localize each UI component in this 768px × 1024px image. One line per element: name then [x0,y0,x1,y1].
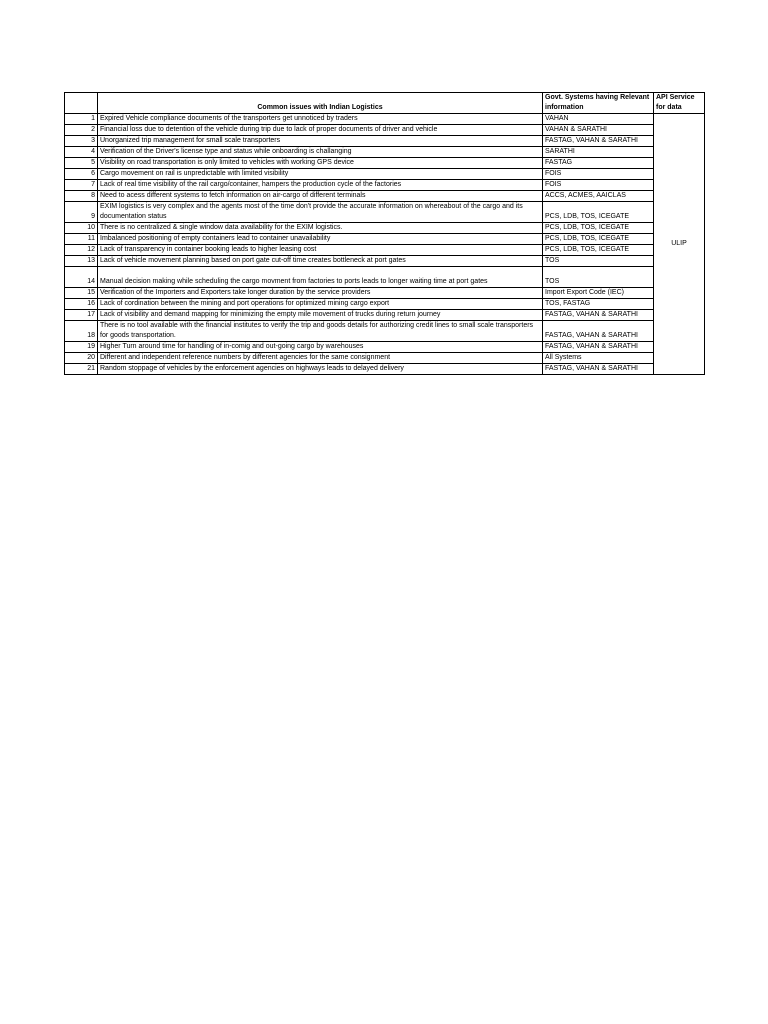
table-row [65,321,705,342]
systems-cell: FOIS [543,169,654,180]
table-row [65,299,705,310]
row-number: 16 [65,299,98,310]
row-number: 17 [65,310,98,321]
table-row [65,310,705,321]
systems-cell: FASTAG, VAHAN & SARATHI [543,364,654,375]
issue-cell: Higher Turn around time for handling of in-comig and out-going cargo by warehouses [98,342,543,353]
row-number: 18 [65,321,98,342]
issue-cell: Manual decision making while scheduling the cargo movment from factories to ports leads to longer waiting time at port gates [98,267,543,288]
table-row [65,353,705,364]
systems-cell: FASTAG, VAHAN & SARATHI [543,136,654,147]
systems-cell: FASTAG [543,158,654,169]
row-number: 5 [65,158,98,169]
row-number: 2 [65,125,98,136]
row-number: 9 [65,202,98,223]
issue-cell: Financial loss due to detention of the vehicle during trip due to lack of proper documents of driver and vehicle [98,125,543,136]
api-service-cell: ULIP [654,114,705,375]
table-row [65,234,705,245]
row-number: 12 [65,245,98,256]
systems-cell: FOIS [543,180,654,191]
issue-cell: EXIM logistics is very complex and the agents most of the time don't provide the accurate information on whereabout of the cargo and its documentation status [98,202,543,223]
row-number: 19 [65,342,98,353]
issue-cell: Lack of vehicle movement planning based on port gate cut-off time creates bottleneck at port gates [98,256,543,267]
issue-cell: Unorganized trip management for small scale transporters [98,136,543,147]
systems-cell: TOS, FASTAG [543,299,654,310]
issue-cell: There is no centralized & single window data availability for the EXIM logistics. [98,223,543,234]
issue-cell: Lack of cordination between the mining and port operations for optimized mining cargo export [98,299,543,310]
header-api-service: API Service for data [654,93,705,114]
header-number-cell [65,93,98,114]
systems-cell: FASTAG, VAHAN & SARATHI [543,321,654,342]
systems-cell: PCS, LDB, TOS, ICEGATE [543,245,654,256]
table-row [65,136,705,147]
table-row [65,288,705,299]
row-number: 20 [65,353,98,364]
row-number: 15 [65,288,98,299]
systems-cell: PCS, LDB, TOS, ICEGATE [543,234,654,245]
systems-cell: PCS, LDB, TOS, ICEGATE [543,223,654,234]
issue-cell: Verification of the Driver's license type and status while onboarding is challanging [98,147,543,158]
table-row [65,158,705,169]
header-issue: Common issues with Indian Logistics [98,93,543,114]
row-number: 13 [65,256,98,267]
table-row [65,364,705,375]
header-systems: Govt. Systems having Relevant information [543,93,654,114]
systems-cell: TOS [543,267,654,288]
systems-cell: SARATHI [543,147,654,158]
row-number: 11 [65,234,98,245]
issue-cell: Cargo movement on rail is unpredictable with limited visibility [98,169,543,180]
table-row [65,202,705,223]
header-row [65,93,705,114]
issue-cell: There is no tool available with the financial institutes to verify the trip and goods details for authorizing credit lines to small scale transporters for goods transportation. [98,321,543,342]
issue-cell: Lack of transparency in container booking leads to higher leasing cost [98,245,543,256]
table-row [65,147,705,158]
issue-cell: Visibility on road transportation is only limited to vehicles with working GPS device [98,158,543,169]
row-number: 10 [65,223,98,234]
systems-cell: FASTAG, VAHAN & SARATHI [543,310,654,321]
systems-cell: VAHAN [543,114,654,125]
row-number: 21 [65,364,98,375]
systems-cell: VAHAN & SARATHI [543,125,654,136]
table-row [65,180,705,191]
systems-cell: PCS, LDB, TOS, ICEGATE [543,202,654,223]
systems-cell: FASTAG, VAHAN & SARATHI [543,342,654,353]
systems-cell: All Systems [543,353,654,364]
row-number: 1 [65,114,98,125]
issue-cell: Need to acess different systems to fetch information on air-cargo of different terminals [98,191,543,202]
issue-cell: Lack of visibility and demand mapping for minimizing the empty mile movement of trucks during return journey [98,310,543,321]
table-row [65,114,705,125]
row-number: 7 [65,180,98,191]
row-number: 6 [65,169,98,180]
issue-cell: Different and independent reference numbers by different agencies for the same consignment [98,353,543,364]
row-number: 4 [65,147,98,158]
table-row [65,267,705,288]
systems-cell: Import Export Code (IEC) [543,288,654,299]
table-row [65,191,705,202]
issue-cell: Verification of the Importers and Exporters take longer duration by the service providers [98,288,543,299]
row-number: 8 [65,191,98,202]
row-number: 3 [65,136,98,147]
logistics-issues-table [64,92,705,375]
table-row [65,256,705,267]
table-row [65,223,705,234]
row-number: 14 [65,267,98,288]
issue-cell: Random stoppage of vehicles by the enforcement agencies on highways leads to delayed delivery [98,364,543,375]
systems-cell: TOS [543,256,654,267]
table-row [65,169,705,180]
issue-cell: Lack of real time visibility of the rail cargo/container, hampers the production cycle of the factories [98,180,543,191]
table-row [65,342,705,353]
systems-cell: ACCS, ACMES, AAICLAS [543,191,654,202]
issue-cell: Imbalanced positioning of empty containers lead to container unavailability [98,234,543,245]
table-row [65,245,705,256]
issue-cell: Expired Vehicle compliance documents of the transporters get unnoticed by traders [98,114,543,125]
table-row [65,125,705,136]
table-body [65,114,705,375]
